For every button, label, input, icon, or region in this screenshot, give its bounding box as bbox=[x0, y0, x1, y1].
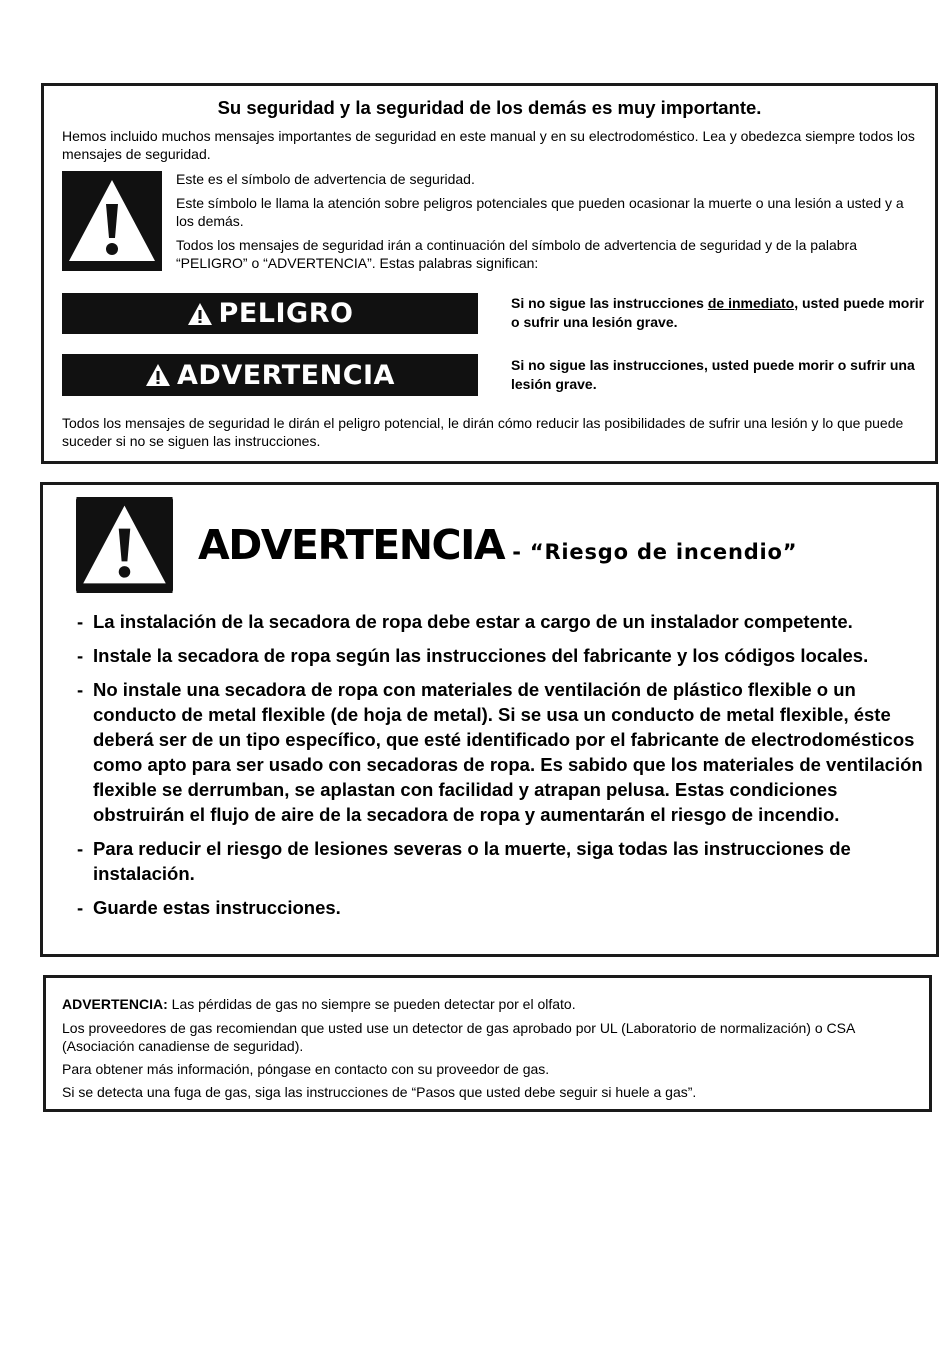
gas-line-3: Si se detecta una fuga de gas, siga las instrucciones de “Pasos que usted debe seguir si huele a gas”. bbox=[62, 1084, 697, 1100]
closing-paragraph: Todos los mensajes de seguridad le dirán el peligro potencial, le dirán cómo reducir las posibilidades de sufrir una lesión y lo que puede suceder si no se siguen las instrucciones. bbox=[62, 415, 904, 449]
heading-separator: - bbox=[504, 540, 530, 564]
list-item: - No instale una secadora de ropa con materiales de ventilación de plástico flexible o un conducto de metal flexible (de hoja de metal). Si se usa un conducto de metal flexible, éste deberá ser de un tipo específico, que esté identificado por el fabricante de electrodomésticos como apto para ser usado con secadoras de ropa. Es sabido que los materiales de ventilación flexible se derrumban, se aplastan con facilidad y atrapan pelusa. Estas condiciones obstruirán el flujo de aire de la secadora de ropa y aumentarán el riesgo de incendio. bbox=[77, 679, 923, 825]
gas-warning-label: ADVERTENCIA: bbox=[62, 996, 168, 1012]
safety-intro-box bbox=[41, 83, 938, 464]
advertencia-banner bbox=[62, 354, 478, 396]
heading-subtitle: “Riesgo de incendio” bbox=[529, 540, 798, 564]
list-item: - Instale la secadora de ropa según las instrucciones del fabricante y los códigos locales. bbox=[77, 645, 869, 666]
gas-line-2: Para obtener más información, póngase en contacto con su proveedor de gas. bbox=[62, 1061, 550, 1077]
list-item: - La instalación de la secadora de ropa debe estar a cargo de un instalador competente. bbox=[77, 611, 853, 632]
banner-warning-icon bbox=[187, 302, 213, 326]
gas-line-1: Los proveedores de gas recomiendan que usted use un detector de gas aprobado por UL (Laboratorio de normalización) o CSA (Asociación canadiense de seguridad). bbox=[62, 1020, 855, 1054]
peligro-definition: Si no sigue las instrucciones de inmediato, usted puede morir o sufrir una lesión grave. bbox=[511, 295, 925, 330]
gas-warning-box bbox=[43, 975, 932, 1112]
peligro-banner bbox=[62, 293, 478, 334]
fire-warning-list bbox=[77, 609, 932, 929]
banner-warning-icon bbox=[145, 363, 171, 387]
fire-warning-box bbox=[40, 482, 939, 957]
symbol-line-1: Este es el símbolo de advertencia de seguridad. bbox=[176, 171, 475, 187]
symbol-line-3: Todos los mensajes de seguridad irán a continuación del símbolo de advertencia de seguridad y de la palabra “PELIGRO” o “ADVERTENCIA”. Estas palabras significan: bbox=[176, 237, 857, 271]
peligro-label: PELIGRO bbox=[218, 298, 354, 329]
fire-warning-heading bbox=[198, 521, 797, 569]
symbol-line-2: Este símbolo le llama la atención sobre peligros potenciales que pueden ocasionar la muerte o una lesión a usted y a los demás. bbox=[176, 195, 904, 229]
warning-triangle-icon bbox=[62, 171, 162, 271]
advertencia-definition: Si no sigue las instrucciones, usted puede morir o sufrir una lesión grave. bbox=[511, 357, 915, 392]
heading-word: ADVERTENCIA bbox=[198, 521, 505, 569]
safety-title: Su seguridad y la seguridad de los demás es muy importante. bbox=[217, 97, 762, 118]
list-item: - Para reducir el riesgo de lesiones severas o la muerte, siga todas las instrucciones de instalación. bbox=[77, 838, 851, 884]
warning-triangle-icon bbox=[76, 497, 173, 593]
gas-warning-first-line: ADVERTENCIA: Las pérdidas de gas no siempre se pueden detectar por el olfato. bbox=[62, 996, 576, 1012]
intro-paragraph: Hemos incluido muchos mensajes importantes de seguridad en este manual y en su electrodoméstico. Lea y obedezca siempre todos los mensajes de seguridad. bbox=[62, 128, 915, 162]
advertencia-label: ADVERTENCIA bbox=[177, 359, 395, 391]
list-item: - Guarde estas instrucciones. bbox=[77, 897, 341, 918]
